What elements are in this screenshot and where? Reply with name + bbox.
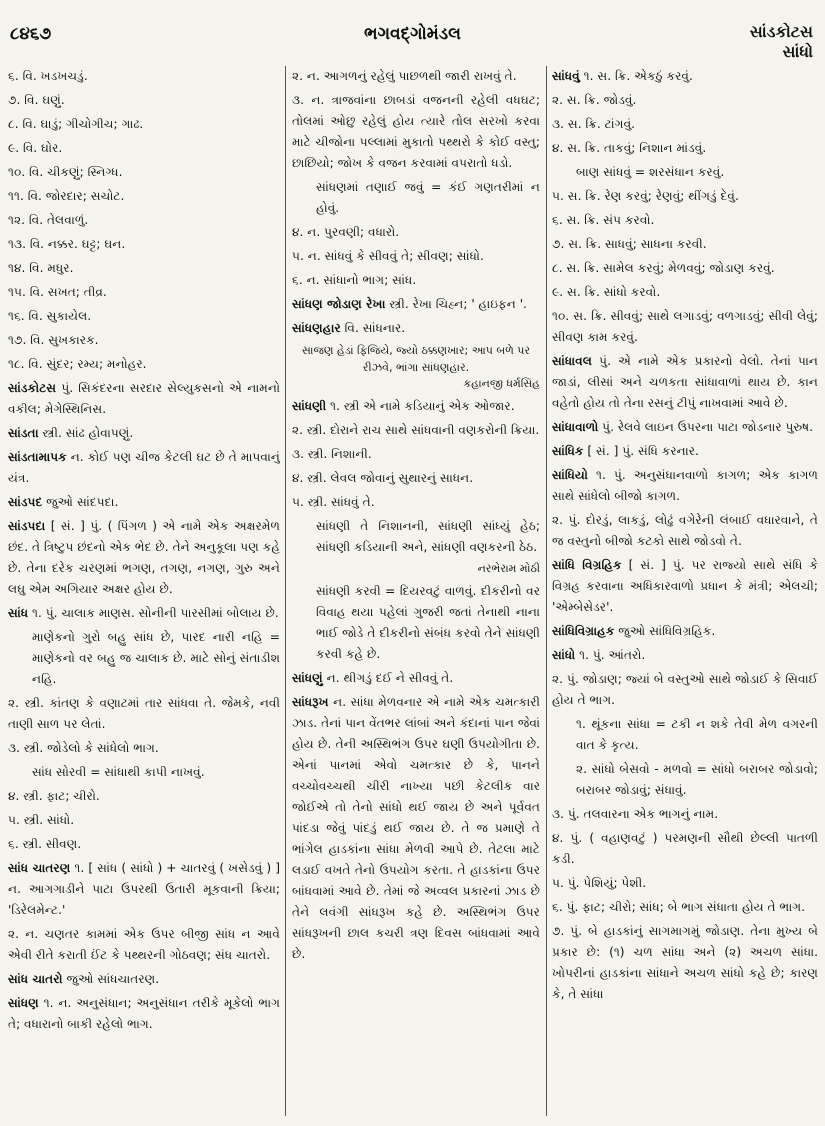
- sense-entry: ૩. ન. ત્રાજવાંના છાબડાં વજનની રહેલી વધઘટ; તોલમાં ઓછુ રહેલું હોય ત્યારે તોલ સરખો કરવા માટે ચીજોના પલ્લામાં મુકાતો પથ્થરો કે કોઈ વસ્તુ; છાછિયો; જોખ કે વજન કરવામાં વપરાતો ધડો.: [292, 93, 540, 170]
- definition: ન. સાંધા મેળવનાર એ નામે એક ચમત્કારી ઝાડ. તેનાં પાન વેંતભર લાંબાં અને કંદાનાં પાન જેવાં હોય છે. તેની અસ્થિભંગ ઉપર ઘણી ઉપયોગીતા છે. એનાં પાનમાં એવો ચમત્કાર છે કે, પાનને વચ્ચોવચ્ચથી ચીરી નાખ્યા પછી કેટલીક વાર જોઈએ તો તેનો સાંધો થઈ જાય છે અને પૂર્વવત પાંદડા જેવું પાંદડું થઈ જાય છે. તે જ પ્રમાણે તે ભાંગેલ હાડકાંના સાંધા મેળવી આપે છે. તેટલા માટે લડાઈ વખતે તેનો ઉપયોગ કરતા. તે હાડકાંના ઉપર બાંધવામાં આવે છે. તેમાં જે અવ્વલ પ્રકારનાં ઝાડ છે તેને લવંગી સાંધરૂખ કહે છે. અસ્થિભંગ ઉપર સાંધરૂખની છાલ કચરી ત્રણ દિવસ બાંધવામાં આવે છે.: [292, 695, 540, 961]
- headword-entry: [292, 294, 540, 315]
- sense-entry: ૨. સ્ત્રી. દોરાને રાચ સાથે સાંધવાની વણકરોની ક્રિયા.: [292, 423, 540, 437]
- headword: સાંડપદા: [8, 519, 46, 533]
- guide-word-first: સાંડકોટસ: [749, 22, 813, 41]
- headword: સાંધણ: [8, 996, 39, 1010]
- sense-entry: ૮. વિ. ઘાડું; ગીચોગીચ; ગાઢ.: [8, 117, 144, 131]
- headword: સાંડકોટસ: [8, 381, 57, 395]
- sense-entry: ૧૪. વિ. મધુર.: [8, 261, 74, 275]
- sense-entry: ૯. વિ. ઘોર.: [8, 141, 63, 155]
- dictionary-title: ભગવદ્ગોમંડલ: [364, 24, 461, 44]
- sense-entry: ૩. સ્ત્રી. જોડેલો કે સાંધેલો ભાગ.: [8, 741, 159, 755]
- headword: સાંડતા: [8, 426, 39, 440]
- sense-entry: ૫. સ. ક્રિ. રેણ કરવું; રેણવું; થીંગડું દેવું.: [552, 189, 739, 203]
- sense-entry: ૨. પું. જોડાણ; જ્યાં બે વસ્તુઓ સાથે જોડાઈ કે સિવાઈ હોય તે ભાગ.: [552, 672, 818, 707]
- sense-entry: ૫. પું. પેશિયું; પેશી.: [552, 876, 647, 890]
- definition: પું. એ નામે એક પ્રકારનો વેલો. તેનાં પાન જાડાં, લીસાં અને ચળકતા સાંધાવાળાં થાય છે. કાન વહેતો હોય તો તેના રસનું ટીપું નાખવામાં આવે છે.: [552, 354, 818, 410]
- definition: ૧. પું. ચાલાક માણસ. સોનીની પારસીમાં બોલાય છે.: [28, 606, 279, 620]
- headword-entry: [8, 993, 280, 1035]
- definition: વિ. સાંધનાર.: [340, 321, 406, 335]
- column-divider: [546, 66, 547, 1116]
- headword-entry: [292, 396, 540, 417]
- definition: ૧. પું. આંતરો.: [575, 648, 646, 662]
- sense-entry: ૫. સ્ત્રી. સાંધવું તે.: [292, 495, 375, 509]
- headword: સાંધ: [8, 606, 29, 620]
- usage-example: ૧. થૂંકના સાંધા = ટકી ન શકે તેવી મેળ વગરની વાત કે કૃત્ય.: [576, 717, 818, 752]
- sense-entry: ૧૮. વિ. સુંદર; રમ્ય; મનોહર.: [8, 357, 147, 371]
- sense-entry: ૬. વિ. ખડખચડું.: [8, 69, 88, 83]
- sense-entry: ૭. પું. બે હાડકાંનું સાગમાગમું જોડાણ. તેના મુખ્ય બે પ્રકાર છે: (૧) ચળ સાંધા અને (૨) અચળ સાંધા. ખોપરીનાં હાડકાંના સાંધાને અચળ સાંધો કહે છે; કારણ કે, તે સાંધા: [552, 924, 818, 1001]
- sense-entry: ૫. ન. સાંધવું કે સીવવું તે; સીવણ; સાંધો.: [292, 249, 484, 263]
- sense-entry: ૨. ન. ચણતર કામમાં એક ઉપર બીજી સાંધ ન આવે એવી રીતે કરાતી ઈંટ કે પથ્થરની ગોઠવણ; સંધ ચાતરો.: [8, 927, 280, 962]
- headword-entry: [552, 621, 818, 642]
- page-number: ૮૪૬૭: [10, 24, 52, 44]
- column-3: [552, 66, 818, 1120]
- headword-entry: [552, 645, 818, 666]
- definition: સ્ત્રી. સાંઢ હોવાપણું.: [38, 426, 134, 440]
- sense-entry: ૪. સ. ક્રિ. તાકવું; નિશાન માંડવું.: [552, 141, 707, 155]
- headword: સાંધાવલ: [552, 354, 592, 368]
- definition: ૧. [ સાંધ ( સાંધો ) + ચાતરવું ( ખસેડવું ) ] ન. આગગાડીને પાટા ઉપરથી ઉતારી મૂકવાની ક્રિયા; 'ડિરેલમેન્ટ.': [8, 861, 280, 917]
- sense-entry: ૩. સ. ક્રિ. ટાંગવું.: [552, 117, 636, 131]
- headword: સાંધિ વિગ્રહિક: [552, 558, 622, 572]
- headword-entry: [8, 858, 280, 921]
- sense-entry: ૪. ન. પુરવણી; વધારો.: [292, 225, 400, 239]
- usage-example: સાંધણી તે નિશાનની, સાંધણી સાંધ્યું હેઠ; સાંધણી કડિયાની અને, સાંધણી વણકરની ઠેઠ.: [316, 519, 540, 554]
- sense-entry: ૨. ન. આગળનું રહેલું પાછળથી જારી રાખવું તે.: [292, 69, 517, 83]
- definition: પું. સિકંદરના સરદાર સેલ્યુકસનો એ નામનો વકીલ; મેગેસ્થિનિસ.: [8, 381, 280, 416]
- usage-example: બાણ સાંધવું = શરસંધાન કરવું.: [576, 165, 725, 179]
- sense-entry: ૨. પું. દોરડું, લાકડું, લોઢું વગેરેની લંબાઈ વધારવાને, તે જ વસ્તુનો બીજો કટકો સાથે જોડવો તે.: [552, 513, 818, 548]
- headword-entry: [552, 417, 818, 438]
- sense-entry: ૩. સ્ત્રી. નિશાની.: [292, 447, 372, 461]
- verse-quote: સાજણ હેડાં ફિજિયે, જ્યો ઠક્કણખાર; આપ બળે પર રીઝવે, ભાંગા સાંધણહાર.: [301, 344, 531, 374]
- sense-entry: ૧૩. વિ. નક્કર. ઘટ્ટ; ઘન.: [8, 237, 126, 251]
- headword: સાંધિવિગ્રાહક: [552, 624, 615, 638]
- quote-author: નરભેરામ મોઠી: [477, 562, 540, 575]
- headword: સાંધરૂખ: [292, 695, 329, 709]
- definition: જુઓ સાંદપદા.: [42, 495, 119, 509]
- definition: [ સં. ] પું. ( પિંગળ ) એ નામે એક અક્ષરમેળ છંદ. તે ત્રિષ્ટુપ છંદનો એક ભેદ છે. તેને અનુકૂલા પણ કહે છે. તેના દરેક ચરણમાં ભગણ, તગણ, નગણ, ગુરુ અને લઘુ એમ અગિયાર અક્ષર હોય છે.: [8, 519, 280, 596]
- sense-entry: ૪. સ્ત્રી. ફાટ; ચીરો.: [8, 789, 100, 803]
- sense-entry: ૧૬. વિ. સુકાયેલ.: [8, 309, 92, 323]
- headword: સાંધિયો: [552, 468, 588, 482]
- headword: સાંધવું: [552, 69, 580, 83]
- sense-entry: ૩. પું. તલવારના એક ભાગનું નામ.: [552, 807, 719, 821]
- page-header: [0, 10, 825, 68]
- headword: સાંધ ચાતરણ: [8, 861, 71, 875]
- headword: સાંધ ચાતરો: [8, 972, 63, 986]
- headword: સાંધો: [552, 648, 576, 662]
- sense-entry: ૪. સ્ત્રી. લેવલ જોવાનું સુથારનું સાધન.: [292, 471, 474, 485]
- guide-word-last: સાંધો: [782, 42, 813, 61]
- headword-entry: [552, 351, 818, 414]
- sense-entry: ૬. સ. ક્રિ. સંપ કરવો.: [552, 213, 655, 227]
- definition: સ્ત્રી. રેખા ચિહ્ન; ' હાઇફન '.: [385, 297, 527, 311]
- sense-entry: ૮. સ. ક્રિ. સામેલ કરવું; મેળવવું; જોડાણ કરવું.: [552, 261, 775, 275]
- headword-entry: [8, 492, 280, 513]
- sense-entry: ૧૦. સ. ક્રિ. સીવવું; સાથે લગાડવું; વળગાડવું; સીવી લેવું; સીવણ કામ કરવું.: [552, 309, 818, 344]
- sense-entry: ૭. સ. ક્રિ. સાધવું; સાધના કરવી.: [552, 237, 707, 251]
- headword-entry: [8, 969, 280, 990]
- definition: [ સં. ] પું. પર રાજ્યો સાથે સંધિ કે વિગ્રહ કરવાના અધિકારવાળો પ્રધાન કે મંત્રી; એલચી; 'એમ્બેસેડર'.: [552, 558, 818, 614]
- column-divider: [285, 66, 286, 1116]
- usage-example: સાંધણમાં તણાઈ જવું = કંઈ ગણતરીમાં ન હોવું.: [316, 180, 540, 215]
- sense-entry: ૨. સ. ક્રિ. જોડવું.: [552, 93, 637, 107]
- headword: સાંધણી: [292, 399, 327, 413]
- headword: સાંધાવાળો: [552, 420, 599, 434]
- sense-entry: ૧૭. વિ. સુખકારક.: [8, 333, 99, 347]
- sense-entry: ૪. પું. ( વહાણવટું ) પરમણની સૌથી છેલ્લી પાતળી કડી.: [552, 831, 818, 866]
- definition: ન. કોઈ પણ ચીજ કેટલી ઘટ છે તે માપવાનું યંત્ર.: [8, 450, 280, 485]
- sense-entry: ૯. સ. ક્રિ. સાંધો કરવો.: [552, 285, 661, 299]
- headword-entry: [552, 465, 818, 507]
- sense-entry: ૧૧. વિ. જોરદાર; સચોટ.: [8, 189, 125, 203]
- headword-entry: [8, 447, 280, 489]
- definition: ૧. સ્ત્રી એ નામે કડિયાનું એક ઓજાર.: [326, 399, 515, 413]
- definition: પું. રેલવે લાઇન ઉપરના પાટા જોડનાર પુરુષ.: [598, 420, 814, 434]
- definition: ૧. સ. ક્રિ. એકઠું કરવું.: [579, 69, 693, 83]
- headword: સાંધણહાર: [292, 321, 341, 335]
- headword: સાંધણ જોડાણ રેખા: [292, 297, 386, 311]
- definition: જુઓ સાંધિવિગ્રહિક.: [614, 624, 716, 638]
- headword-entry: [292, 692, 540, 965]
- usage-example: ૨. સાંધો બેસવો - મળવો = સાંધો બરાબર જોડાવો; બરાબર જોડાવું; સંધાવું.: [576, 762, 818, 797]
- definition: જુઓ સાંધચાતરણ.: [62, 972, 160, 986]
- definition: ૧. ન. અનુસંધાન; અનુસંધાન તરીકે મૂકેલો ભાગ તે; વધારાનો બાકી રહેલો ભાગ.: [8, 996, 280, 1031]
- headword: સાંધણું: [292, 671, 323, 685]
- sense-entry: ૬. ન. સાંધાનો ભાગ; સાંધ.: [292, 273, 417, 287]
- quote-author: કહાનજી ધર્મસિંહ: [463, 377, 540, 390]
- sense-entry: ૧૦. વિ. ચીકણું; સ્નિગ્ધ.: [8, 165, 123, 179]
- definition: ૧. પું. અનુસંધાનવાળો કાગળ; એક કાગળ સાથે સાંધેલો બીજો કાગળ.: [552, 468, 818, 503]
- sense-entry: ૬. પું. ફાટ; ચીરો; સાંધ; બે ભાગ સંધાતા હોય તે ભાગ.: [552, 900, 806, 914]
- column-2: [292, 66, 540, 1120]
- column-1: [8, 66, 280, 1120]
- headword-entry: [8, 516, 280, 600]
- headword-entry: [292, 668, 540, 689]
- headword-entry: [552, 555, 818, 618]
- sense-entry: ૭. વિ. ઘણું.: [8, 93, 65, 107]
- headword-entry: [292, 318, 540, 339]
- sense-entry: ૨. સ્ત્રી. કાંતણ કે વણાટમાં તાર સાંધવા તે. જેમકે, નવી તાણી સાળ પર લેતાં.: [8, 696, 280, 731]
- sense-entry: ૫. સ્ત્રી. સાંધો.: [8, 813, 75, 827]
- guide-words: [750, 22, 813, 62]
- definition: [ સં. ] પું. સંધિ કરનાર.: [583, 444, 699, 458]
- headword: સાંધિક: [552, 444, 584, 458]
- definition: ન. થીગડું દઈ ને સીવવું તે.: [322, 671, 454, 685]
- headword: સાંડતામાપક: [8, 450, 67, 464]
- headword: સાંડપદ: [8, 495, 43, 509]
- headword-entry: [8, 603, 280, 624]
- sense-entry: ૬. સ્ત્રી. સીવણ.: [8, 837, 82, 851]
- usage-example: સાંધ સોરવી = સાંધાથી કાપી નાખવું.: [32, 765, 205, 779]
- usage-example: સાંધણી કરવી = દિયરવટું વાળવું. દીકરીનો વર વિવાહ થયા પહેલાં ગુજરી જતાં તેનાથી નાના ભાઈ જોડે તે દીકરીનો સંબંધ કરવો તેને સાંધણી કરવી કહે છે.: [316, 584, 540, 661]
- headword-entry: [552, 66, 818, 87]
- usage-example: માણેકનો ગુરો બહુ સાંધ છે, પારદ નારી નહિ = માણેકનો વર બહુ જ ચાલાક છે. માટે સોનું સંતાડીશ નહિ.: [32, 630, 280, 686]
- headword-entry: [552, 441, 818, 462]
- headword-entry: [8, 378, 280, 420]
- sense-entry: ૧૨. વિ. તેલવાળું.: [8, 213, 89, 227]
- headword-entry: [8, 423, 280, 444]
- sense-entry: ૧૫. વિ. સખત; તીવ્ર.: [8, 285, 107, 299]
